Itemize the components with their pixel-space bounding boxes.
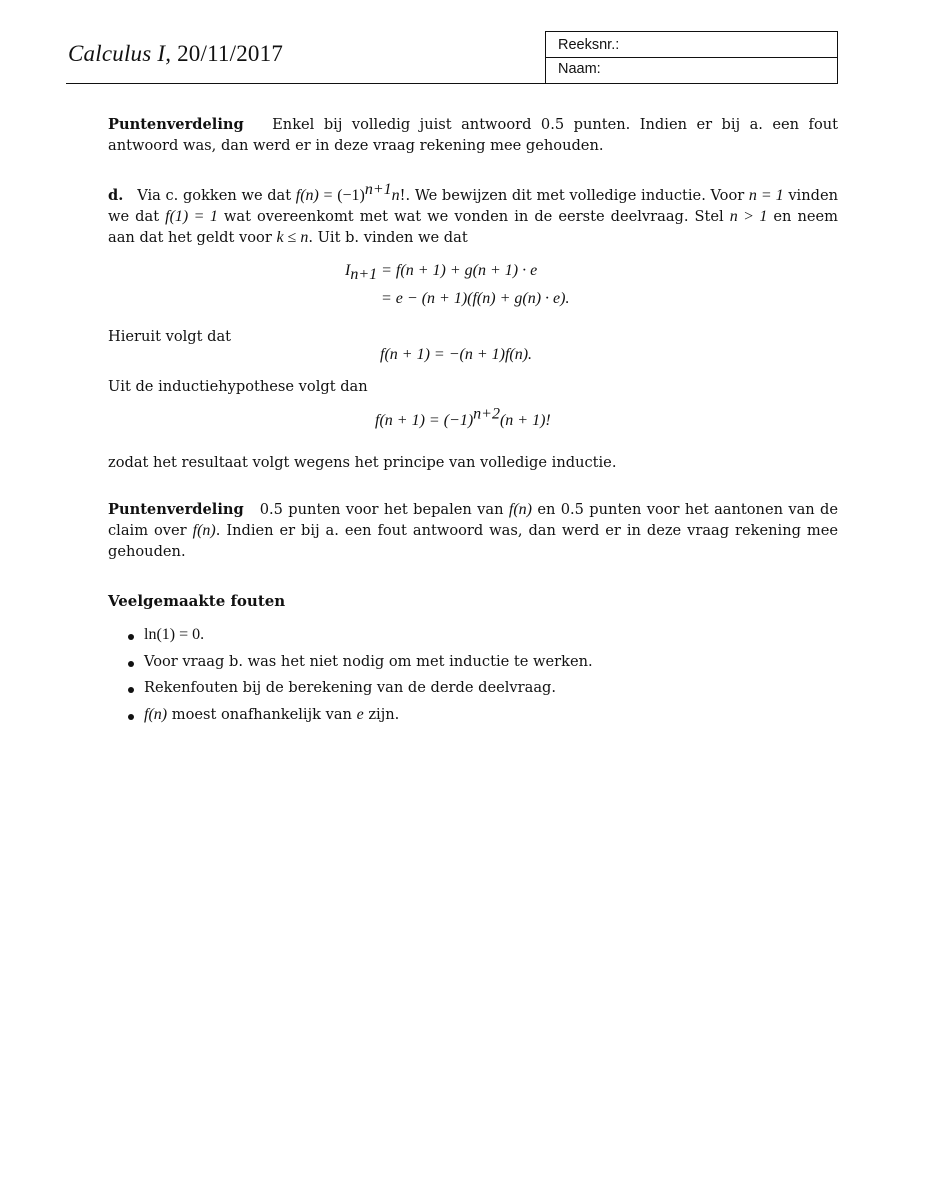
grading-label-2: Puntenverdeling — [108, 501, 244, 518]
math-n: n — [391, 187, 400, 204]
math-f-n-2: f(n) — [192, 522, 216, 540]
part-d-label: d. — [108, 187, 124, 204]
course-name: Calculus I, — [68, 41, 172, 66]
list-item — [108, 679, 828, 706]
part-d-text-1: Via c. gokken we dat — [137, 187, 292, 204]
eq3-part-b: (n + 1)! — [499, 412, 551, 429]
grading2-text-3: . Indien er bij a. een fout antwoord was, dan werd er in deze vraag rekening mee gehouden. — [108, 522, 838, 561]
list-item-text: Voor vraag b. was het niet nodig om met inductie te werken. — [144, 652, 593, 670]
list-item-text-end: zijn. — [368, 705, 400, 723]
list-item — [108, 626, 828, 653]
grading-label: Puntenverdeling — [108, 116, 244, 133]
grading-text: Enkel bij volledig juist antwoord 0.5 punten. Indien er bij a. een fout antwoord was, dan werd er in deze vraag rekening mee gehouden. — [108, 116, 838, 155]
math-exponent: n+1 — [364, 181, 392, 199]
part-d-paragraph — [108, 181, 839, 249]
grading2-text-2: en 0.5 punten voor het aantonen van de claim over — [108, 501, 839, 540]
common-mistakes-heading: Veelgemaakte fouten — [108, 592, 286, 610]
list-item — [108, 653, 828, 680]
math-f-n-3: f(n) — [144, 705, 168, 723]
exam-title — [68, 41, 283, 67]
inductie-text: Uit de inductiehypothese volgt dan — [108, 378, 368, 395]
equation-2 — [380, 346, 532, 364]
id-box-divider — [546, 57, 837, 58]
naam-label: Naam: — [558, 61, 601, 77]
part-d-text-6: . Uit b. vinden we dat — [308, 229, 468, 247]
header-rule — [66, 83, 838, 84]
list-item-text-mid: moest onafhankelijk van — [171, 705, 352, 723]
equation-line-2 — [381, 290, 569, 308]
hieruit-text: Hieruit volgt dat — [108, 328, 232, 345]
grading-paragraph-2 — [108, 499, 838, 563]
eq-rhs-1: = f(n + 1) + g(n + 1) · e — [381, 262, 538, 279]
eq-lhs-subscript: n+1 — [350, 266, 378, 284]
bullet-icon — [128, 714, 134, 720]
list-item-text: Rekenfouten bij de berekening van de derde deelvraag. — [144, 679, 556, 696]
bullet-icon — [128, 634, 134, 640]
equation-line-1 — [345, 262, 538, 284]
list-item-text: ln(1) = 0. — [144, 626, 205, 643]
part-d-text-4: wat overeenkomt met wat we vonden in de eerste deelvraag. Stel — [223, 208, 724, 226]
grading2-text-1: 0.5 punten voor het bepalen van — [259, 501, 504, 518]
math-eq: = — [323, 187, 333, 204]
eq-lhs: I — [345, 262, 351, 279]
eq2-text: f(n + 1) = −(n + 1)f(n). — [380, 346, 533, 363]
grading-paragraph-1 — [108, 114, 838, 156]
math-n-equals-1: n = 1 — [748, 187, 784, 204]
list-item — [108, 706, 828, 733]
math-e: e — [356, 705, 364, 723]
part-d-text-3: vinden we dat — [108, 187, 839, 226]
part-d-text-2: !. We bewijzen dit met volledige inductie. Voor — [399, 187, 745, 204]
common-mistakes-list — [108, 626, 828, 732]
math-f-n-1: f(n) — [508, 501, 532, 518]
bullet-icon — [128, 661, 134, 667]
math-neg-one: (−1) — [337, 187, 365, 204]
student-id-box — [545, 31, 838, 83]
math-f-1: f(1) = 1 — [165, 208, 218, 226]
eq-rhs-2: = e − (n + 1)(f(n) + g(n) · e). — [381, 290, 570, 307]
equation-3 — [375, 405, 551, 430]
bullet-icon — [128, 687, 134, 693]
list-item-text — [144, 706, 399, 724]
exam-date: 20/11/2017 — [177, 41, 284, 66]
eq3-exponent: n+2 — [473, 405, 500, 423]
conclusion-text: zodat het resultaat volgt wegens het principe van volledige inductie. — [108, 454, 617, 471]
part-d-text-5: en neem aan dat het geldt voor — [108, 208, 839, 247]
math-n-gt-1: n > 1 — [729, 208, 768, 226]
reeksnr-label: Reeksnr.: — [558, 37, 620, 53]
math-k-le-n: k ≤ n — [276, 229, 309, 247]
math-f-n: f(n) — [295, 187, 319, 204]
eq3-part-a: f(n + 1) = (−1) — [375, 412, 474, 429]
